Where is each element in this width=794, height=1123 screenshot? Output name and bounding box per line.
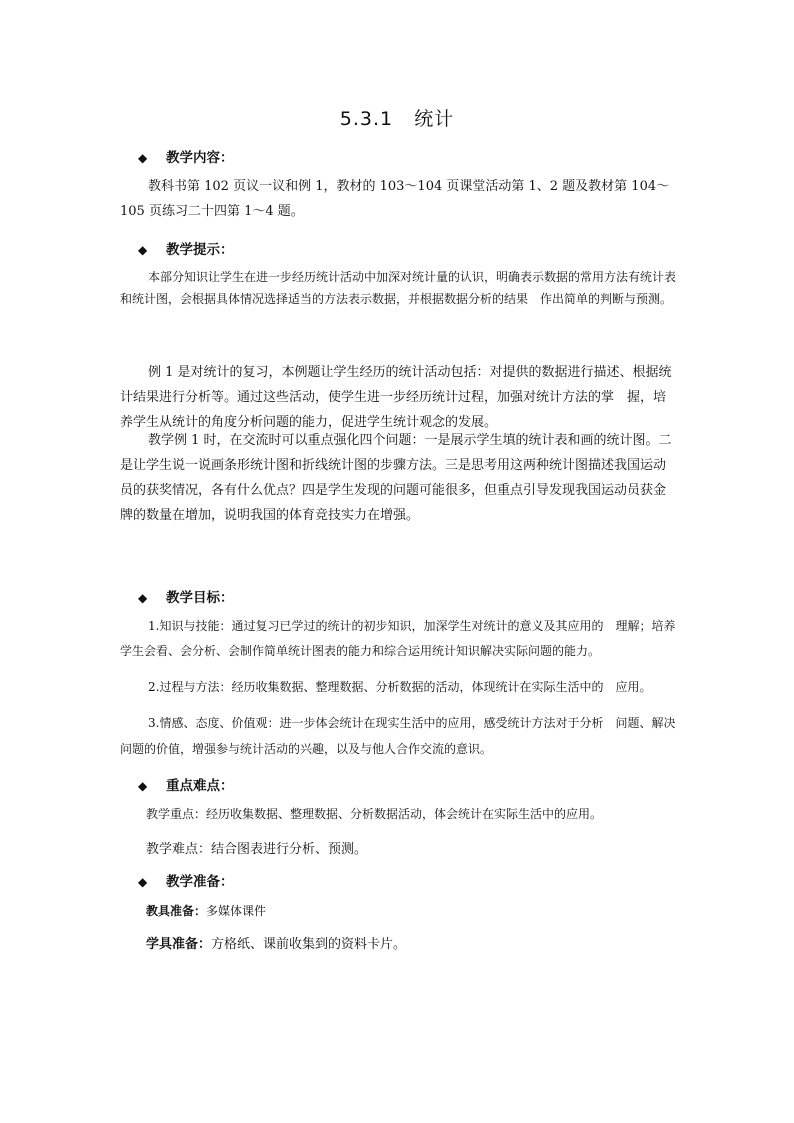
student-tools-value: 方格纸、课前收集到的资料卡片。 bbox=[211, 937, 407, 952]
heading-content-text: 教学内容： bbox=[166, 150, 234, 166]
heading-goals-text: 教学目标： bbox=[166, 590, 234, 606]
student-tools-label: 学具准备： bbox=[146, 937, 212, 952]
heading-goals bbox=[138, 586, 234, 606]
page-title bbox=[0, 104, 794, 131]
diamond-bullet-icon: ◆ bbox=[138, 591, 148, 605]
heading-prep bbox=[138, 870, 234, 890]
content-paragraph: 教科书第 102 页议一议和例 1，教材的 103～104 页课堂活动第 1、2 题及教材第 104～105 页练习二十四第 1～4 题。 bbox=[120, 179, 670, 219]
student-tools bbox=[146, 933, 406, 952]
diamond-bullet-icon: ◆ bbox=[138, 151, 148, 165]
heading-hints-text: 教学提示： bbox=[166, 242, 234, 258]
section-number: 5.3.1 bbox=[339, 108, 394, 130]
heading-content bbox=[138, 146, 234, 166]
heading-keypoints-text: 重点难点： bbox=[166, 778, 234, 794]
goal-process: 2.过程与方法：经历收集数据、整理数据、分析数据的活动，体现统计在实际生活中的 应用。 bbox=[148, 680, 652, 694]
goal-knowledge: 1.知识与技能：通过复习已学过的统计的初步知识，加深学生对统计的意义及其应用的 理解；培养学生会看、会分析、会制作简单统计图表的能力和综合运用统计知识解决实际问题的能力。 bbox=[120, 619, 676, 658]
hints-paragraph-3: 教学例 1 时，在交流时可以重点强化四个问题：一是展示学生填的统计表和画的统计图。二是让学生说一说画条形统计图和折线统计图的步骤方法。三是思考用这两种统计图描述我国运动员的获奖情况，各有什么优点？四是学生发现的问题可能很多，但重点引导发现我国运动员获金牌的数量在增加，说明我国的体育竞技实力在增强。 bbox=[120, 433, 672, 523]
diamond-bullet-icon: ◆ bbox=[138, 875, 148, 889]
diamond-bullet-icon: ◆ bbox=[138, 779, 148, 793]
diamond-bullet-icon: ◆ bbox=[138, 243, 148, 257]
key-point: 教学重点：经历收集数据、整理数据、分析数据活动，体会统计在实际生活中的应用。 bbox=[146, 807, 603, 821]
heading-keypoints bbox=[138, 774, 234, 794]
difficulty-point: 教学难点：结合图表进行分析、预测。 bbox=[146, 842, 368, 857]
teacher-tools bbox=[146, 902, 266, 919]
heading-hints bbox=[138, 238, 234, 258]
hints-paragraph-2: 例 1 是对统计的复习，本例题让学生经历的统计活动包括：对提供的数据进行描述、根据统计结果进行分析等。通过这些活动，使学生进一步经历统计过程，加强对统计方法的掌 握，培养学生从统计的角度分析问题的能力，促进学生统计观念的发展。 bbox=[120, 365, 672, 430]
goal-attitude: 3.情感、态度、价值观：进一步体会统计在现实生活中的应用，感受统计方法对于分析 问题、解决问题的价值，增强参与统计活动的兴趣，以及与他人合作交流的意识。 bbox=[120, 716, 676, 756]
teacher-tools-label: 教具准备： bbox=[146, 904, 207, 918]
hints-paragraph-1: 本部分知识让学生在进一步经历统计活动中加深对统计量的认识，明确表示数据的常用方法有统计表和统计图，会根据具体情况选择适当的方法表示数据，并根据数据分析的结果 作出简单的判断与预测。 bbox=[120, 270, 677, 306]
heading-prep-text: 教学准备： bbox=[166, 874, 234, 890]
title-text: 统计 bbox=[414, 108, 455, 130]
teacher-tools-value: 多媒体课件 bbox=[206, 904, 267, 918]
